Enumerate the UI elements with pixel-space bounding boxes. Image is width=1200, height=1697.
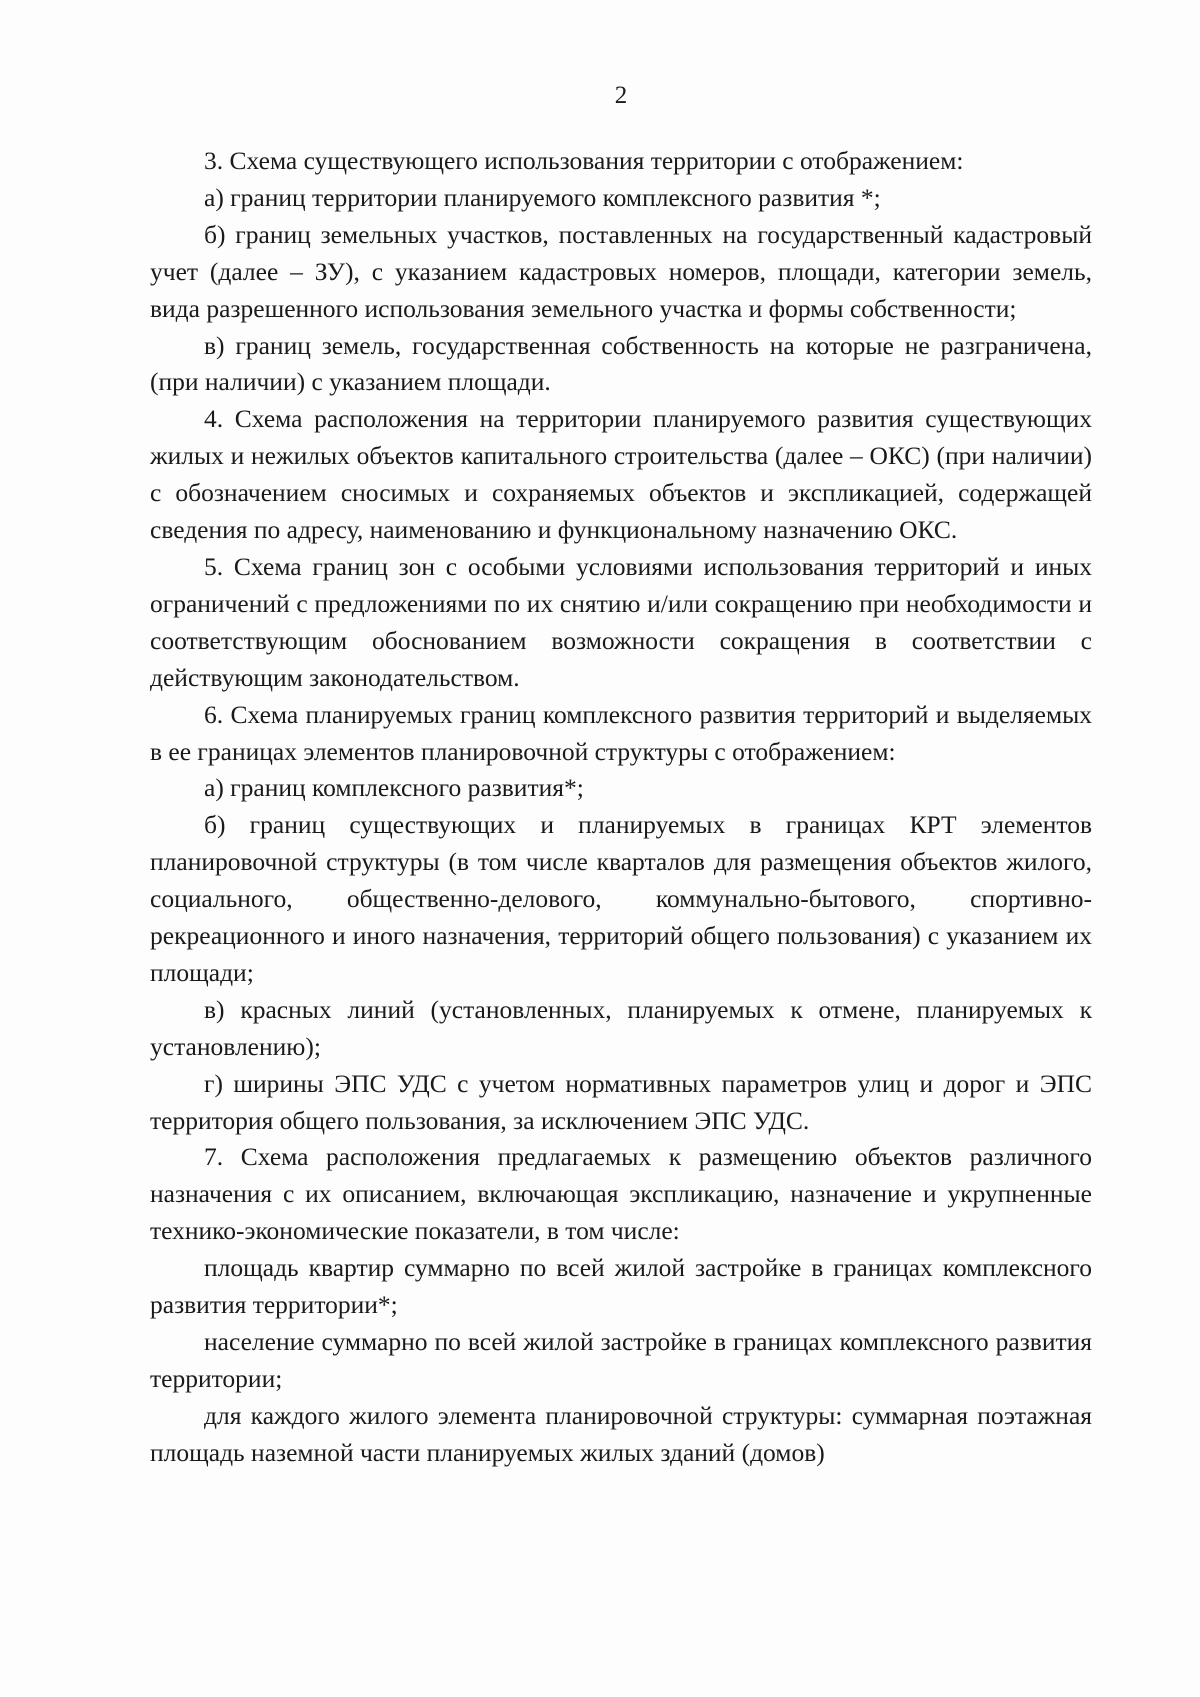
paragraph-6b: б) границ существующих и планируемых в границах КРТ элементов планировочной структуры (в том числе кварталов для размещения объектов жилого, социального, общественно-делового, коммунально-бытового, спортивно-рекреационного и иного назначения, территорий общего пользования) с указанием их площади; — [150, 810, 1092, 987]
paragraph-3b: б) границ земельных участков, поставленных на государственный кадастровый учет (далее – ЗУ), с указанием кадастровых номеров, площади, категории земель, вида разрешенного использования земельного участка и формы собственности; — [150, 219, 1092, 323]
paragraph-6-heading: 6. Схема планируемых границ комплексного развития территорий и выделяемых в ее границах элементов планировочной структуры с отображением: — [150, 699, 1092, 766]
paragraph-5: 5. Схема границ зон с особыми условиями использования территорий и иных ограничений с предложениями по их снятию и/или сокращению при необходимости и соответствующим обоснованием возможности сокращения в соответствии с действующим законодательством. — [150, 551, 1092, 692]
paragraph-6g: г) ширины ЭПС УДС с учетом нормативных параметров улиц и дорог и ЭПС территория общего пользования, за исключением ЭПС УДС. — [150, 1068, 1092, 1135]
paragraph-7-population: население суммарно по всей жилой застройке в границах комплексного развития территории; — [150, 1327, 1092, 1393]
paragraph-3v: в) границ земель, государственная собственность на которые не разграничена, (при наличии) с указанием площади. — [150, 330, 1092, 397]
paragraph-6a: а) границ комплексного развития*; — [204, 773, 584, 803]
paragraph-7-heading: 7. Схема расположения предлагаемых к размещению объектов различного назначения с их описанием, включающая экспликацию, назначение и укрупненные технико-экономические показатели, в том числе: — [150, 1142, 1092, 1246]
document-body — [150, 143, 1092, 1472]
paragraph-7-apartments-area: площадь квартир суммарно по всей жилой застройке в границах комплексного развития территории*; — [150, 1253, 1092, 1320]
paragraph-7-residential-element: для каждого жилого элемента планировочной структуры: суммарная поэтажная площадь наземной части планируемых жилых зданий (домов) — [150, 1400, 1092, 1467]
page-number: 2 — [614, 82, 628, 109]
paragraph-4: 4. Схема расположения на территории планируемого развития существующих жилых и нежилых объектов капитального строительства (далее – ОКС) (при наличии) с обозначением сносимых и сохраняемых объектов и экспликацией, содержащей сведения по адресу, наименованию и функциональному назначению ОКС. — [150, 404, 1092, 545]
paragraph-3a: а) границ территории планируемого комплексного развития *; — [204, 182, 881, 212]
paragraph-3-heading: 3. Схема существующего использования территории с отображением: — [204, 146, 964, 175]
paragraph-6v: в) красных линий (установленных, планируемых к отмене, планируемых к установлению); — [150, 994, 1092, 1061]
